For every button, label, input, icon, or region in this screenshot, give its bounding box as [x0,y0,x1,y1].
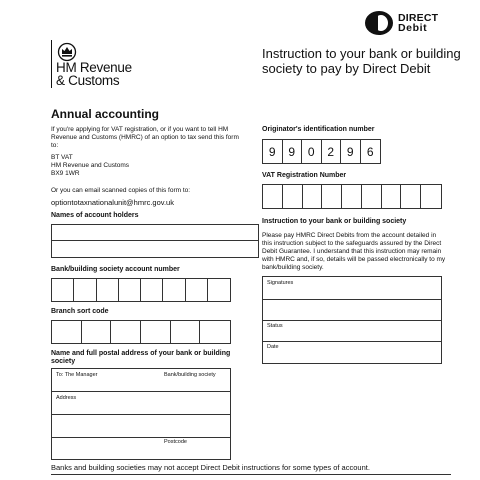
vat-digit-cell[interactable] [382,185,402,208]
sort-digit-cell[interactable] [52,321,82,343]
logo-rule [51,40,52,88]
field-divider [263,299,441,300]
vat-digit-cell[interactable] [401,185,421,208]
vat-number-field[interactable] [262,184,442,209]
postal-address [51,154,246,178]
account-holder-row[interactable] [52,225,258,241]
bank-building-society-label: Bank/building society [164,372,216,378]
page-title: Instruction to your bank or building society to pay by Direct Debit [262,46,461,76]
instruction-text: Please pay HMRC Direct Debits from the account detailed in this instruction subject to the safeguards assured by the Direct Debit Guarantee. I understand that this instruction may remain with HMRC and, if so, details will be passed electronically to my bank/building society. [262,232,446,271]
originator-digit: 9 [341,140,361,163]
originator-digit: 9 [283,140,303,163]
account-digit-cell[interactable] [141,279,163,301]
account-digit-cell[interactable] [74,279,96,301]
sort-digit-cell[interactable] [200,321,230,343]
postcode-label: Postcode [164,439,187,445]
sort-code-field[interactable] [51,320,231,344]
status-label: Status [267,323,283,329]
account-number-field[interactable] [51,278,231,302]
field-divider [52,414,230,415]
vat-digit-cell[interactable] [362,185,382,208]
intro-text: If you're applying for VAT registration, or if you want to tell HM Revenue and Customs (HMRC) of an option to tax send this form to: [51,126,239,149]
sort-digit-cell[interactable] [141,321,171,343]
account-digit-cell[interactable] [186,279,208,301]
account-digit-cell[interactable] [119,279,141,301]
originator-id-field [262,139,381,164]
field-divider [263,320,441,321]
direct-debit-word1: DIRECT [398,12,439,24]
email-intro: Or you can email scanned copies of this form to: [51,187,191,194]
sort-digit-cell[interactable] [111,321,141,343]
field-divider [52,391,230,392]
address-line: BX9 1WR [51,170,80,177]
hmrc-name-line2: & Customs [56,73,120,88]
bank-address-label: Name and full postal address of your bank or building society [51,350,231,365]
sort-digit-cell[interactable] [171,321,201,343]
bank-address-field[interactable] [51,368,231,460]
hmrc-name-line1: HM Revenue [56,60,132,75]
vat-digit-cell[interactable] [263,185,283,208]
account-digit-cell[interactable] [163,279,185,301]
email-address: optiontotaxnationalunit@hmrc.gov.uk [51,198,174,207]
account-number-label: Bank/building society account number [51,266,180,273]
address-line: BT VAT [51,154,73,161]
crown-crest-icon [56,40,78,62]
to-manager-label: To: The Manager [56,372,98,378]
field-divider [52,437,230,438]
sort-digit-cell[interactable] [82,321,112,343]
direct-debit-logo-icon [364,10,394,36]
originator-digit: 6 [366,144,374,159]
footer-rule [51,474,451,475]
signature-box[interactable] [262,276,442,364]
vat-number-label: VAT Registration Number [262,172,347,179]
vat-digit-cell[interactable] [342,185,362,208]
originator-digit: 0 [302,140,322,163]
names-label: Names of account holders [51,212,139,219]
originator-digit: 2 [322,140,342,163]
footer-note: Banks and building societies may not accept Direct Debit instructions for some types of account. [51,463,370,472]
vat-digit-cell[interactable] [283,185,303,208]
date-label: Date [267,344,279,350]
originator-digit: 9 [263,140,283,163]
field-divider [263,341,441,342]
address-field-label: Address [56,395,77,401]
vat-digit-cell[interactable] [303,185,323,208]
address-line: HM Revenue and Customs [51,162,130,169]
instruction-label: Instruction to your bank or building society [262,218,407,225]
vat-digit-cell[interactable] [322,185,342,208]
originator-id-label: Originator's identification number [262,126,375,133]
signatures-label: Signatures [267,280,294,286]
account-holders-field[interactable] [51,224,259,258]
sort-code-label: Branch sort code [51,308,109,315]
account-digit-cell[interactable] [208,279,230,301]
section-title: Annual accounting [51,107,159,121]
vat-digit-cell[interactable] [421,185,441,208]
account-digit-cell[interactable] [97,279,119,301]
account-digit-cell[interactable] [52,279,74,301]
direct-debit-word2: Debit [398,22,428,34]
